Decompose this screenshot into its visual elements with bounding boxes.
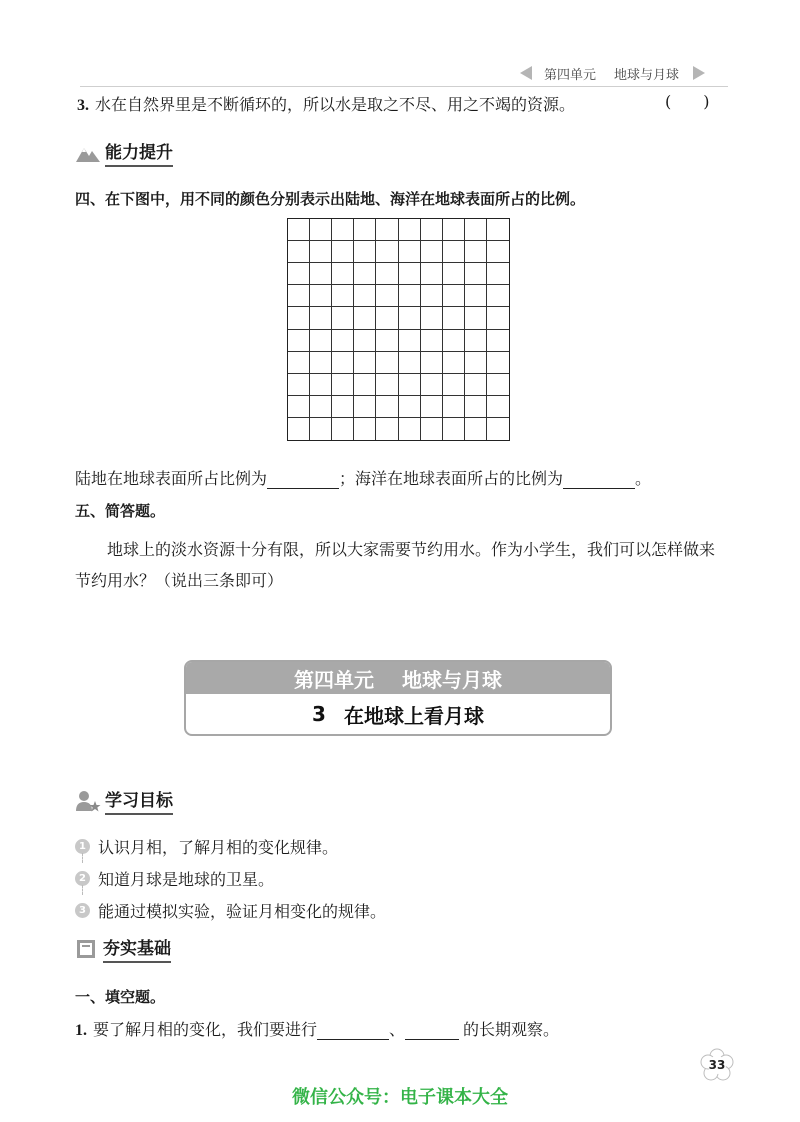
grid-cell[interactable] <box>354 374 376 396</box>
grid-cell[interactable] <box>399 352 421 374</box>
grid-cell[interactable] <box>443 241 465 263</box>
grid-cell[interactable] <box>332 307 354 329</box>
grid-cell[interactable] <box>332 285 354 307</box>
grid-cell[interactable] <box>465 263 487 285</box>
running-header <box>520 62 730 84</box>
grid-cell[interactable] <box>443 219 465 241</box>
grid-cell[interactable] <box>332 418 354 440</box>
grid-cell[interactable] <box>310 219 332 241</box>
grid-cell[interactable] <box>354 307 376 329</box>
grid-cell[interactable] <box>421 374 443 396</box>
grid-cell[interactable] <box>399 219 421 241</box>
question-4: 四、在下图中，用不同的颜色分别表示出陆地、海洋在地球表面所占的比例。 <box>75 190 586 208</box>
ocean-ratio-blank[interactable] <box>563 470 635 489</box>
goal-item <box>75 830 386 862</box>
grid-cell[interactable] <box>288 352 310 374</box>
grid-cell[interactable] <box>332 330 354 352</box>
header-rule <box>80 86 728 87</box>
grid-cell[interactable] <box>332 352 354 374</box>
grid-cell[interactable] <box>443 263 465 285</box>
grid-cell[interactable] <box>421 241 443 263</box>
header-unit: 第四单元 <box>544 67 597 83</box>
fill-q1-blank-2[interactable] <box>405 1021 459 1040</box>
grid-cell[interactable] <box>354 263 376 285</box>
goal-text: 知道月球是地球的卫星。 <box>98 869 275 889</box>
page-number <box>700 1048 734 1082</box>
grid-cell[interactable] <box>354 396 376 418</box>
goal-badge: 2 <box>75 871 90 886</box>
answer-parentheses[interactable] <box>665 92 714 111</box>
fill-q1-blank-1[interactable] <box>317 1021 389 1040</box>
goal-item <box>75 894 386 926</box>
notebook-icon <box>75 938 99 960</box>
goal-badge: 3 <box>75 903 90 918</box>
header-topic: 地球与月球 <box>614 67 680 83</box>
grid-cell[interactable] <box>487 263 509 285</box>
page-number-text: 33 <box>708 1058 726 1072</box>
grid-cell[interactable] <box>288 330 310 352</box>
grid-cell[interactable] <box>332 263 354 285</box>
grid-cell[interactable] <box>443 374 465 396</box>
ratio-land-label: 陆地在地球表面所占比例为 <box>75 469 268 488</box>
grid-cell[interactable] <box>376 374 398 396</box>
grid-cell[interactable] <box>332 374 354 396</box>
grid-cell[interactable] <box>487 307 509 329</box>
fill-blank-q1 <box>75 1017 559 1040</box>
grid-cell[interactable] <box>399 396 421 418</box>
header-left-triangle-icon <box>520 66 532 80</box>
grid-cell[interactable] <box>421 330 443 352</box>
section-goals <box>75 786 173 815</box>
grid-cell[interactable] <box>487 352 509 374</box>
grid-cell[interactable] <box>288 374 310 396</box>
mountain-icon <box>75 143 101 163</box>
grid-cell[interactable] <box>288 219 310 241</box>
grid-cell[interactable] <box>310 352 332 374</box>
header-right-triangle-icon <box>693 66 705 80</box>
fill-blank-title: 一、填空题。 <box>75 988 166 1006</box>
grid-cell[interactable] <box>487 418 509 440</box>
fill-q1-after: 的长期观察。 <box>463 1020 560 1039</box>
grid-cell[interactable] <box>310 396 332 418</box>
grid-cell[interactable] <box>310 418 332 440</box>
grid-cell[interactable] <box>310 241 332 263</box>
grid-cell[interactable] <box>487 330 509 352</box>
grid-cell[interactable] <box>332 219 354 241</box>
question-5-title: 五、简答题。 <box>75 502 166 520</box>
goal-badge: 1 <box>75 839 90 854</box>
grid-cell[interactable] <box>465 241 487 263</box>
question-3-text: 水在自然界里是不断循环的，所以水是取之不尽、用之不竭的资源。 <box>95 95 576 114</box>
grid-cell[interactable] <box>376 219 398 241</box>
grid-cell[interactable] <box>310 285 332 307</box>
grid-cell[interactable] <box>421 396 443 418</box>
grid-cell[interactable] <box>465 285 487 307</box>
coloring-grid[interactable] <box>287 218 510 441</box>
grid-cell[interactable] <box>421 263 443 285</box>
grid-cell[interactable] <box>465 219 487 241</box>
lesson-banner <box>184 660 612 736</box>
goal-list <box>75 830 386 926</box>
ratio-end: 。 <box>635 469 652 488</box>
grid-cell[interactable] <box>376 418 398 440</box>
grid-cell[interactable] <box>421 219 443 241</box>
ratio-line <box>75 466 651 489</box>
grid-cell[interactable] <box>399 285 421 307</box>
grid-cell[interactable] <box>399 374 421 396</box>
fill-q1-before: 要了解月相的变化，我们要进行 <box>93 1020 318 1039</box>
grid-cell[interactable] <box>310 263 332 285</box>
section-ability-title: 能力提升 <box>105 138 173 167</box>
question-3-number: 3. <box>77 97 89 114</box>
section-ability <box>75 138 173 167</box>
grid-cell[interactable] <box>354 330 376 352</box>
grid-cell[interactable] <box>354 219 376 241</box>
grid-cell[interactable] <box>354 418 376 440</box>
grid-cell[interactable] <box>399 307 421 329</box>
grid-cell[interactable] <box>310 330 332 352</box>
fill-q1-sep: 、 <box>389 1020 406 1039</box>
grid-cell[interactable] <box>288 307 310 329</box>
land-ratio-blank[interactable] <box>267 470 339 489</box>
grid-cell[interactable] <box>465 307 487 329</box>
lesson-title: 在地球上看月球 <box>343 703 484 728</box>
ratio-ocean-label: ；海洋在地球表面所占的比例为 <box>339 469 564 488</box>
grid-cell[interactable] <box>465 352 487 374</box>
grid-cell[interactable] <box>443 352 465 374</box>
lesson-number: 3 <box>312 702 326 726</box>
grid-cell[interactable] <box>354 241 376 263</box>
grid-cell[interactable] <box>399 330 421 352</box>
grid-cell[interactable] <box>288 285 310 307</box>
grid-cell[interactable] <box>487 374 509 396</box>
goal-text: 认识月相，了解月相的变化规律。 <box>98 837 339 857</box>
grid-cell[interactable] <box>376 263 398 285</box>
grid-cell[interactable] <box>376 285 398 307</box>
grid-cell[interactable] <box>421 352 443 374</box>
grid-cell[interactable] <box>399 241 421 263</box>
grid-cell[interactable] <box>465 418 487 440</box>
paren-close: ) <box>703 92 714 111</box>
question-5-paragraph: 地球上的淡水资源十分有限，所以大家需要节约用水。作为小学生，我们可以怎样做来节约用水？（说出三条即可） <box>75 540 716 590</box>
grid-cell[interactable] <box>354 285 376 307</box>
grid-cell[interactable] <box>487 285 509 307</box>
goal-item <box>75 862 386 894</box>
grid-cell[interactable] <box>443 330 465 352</box>
grid-cell[interactable] <box>443 307 465 329</box>
lesson-banner-unit-bar <box>186 662 610 694</box>
grid-cell[interactable] <box>443 396 465 418</box>
grid-cell[interactable] <box>376 241 398 263</box>
grid-cell[interactable] <box>288 241 310 263</box>
grid-cell[interactable] <box>354 352 376 374</box>
grid-cell[interactable] <box>310 374 332 396</box>
grid-cell[interactable] <box>310 307 332 329</box>
grid-cell[interactable] <box>288 418 310 440</box>
fill-q1-number: 1. <box>75 1022 87 1039</box>
grid-cell[interactable] <box>487 396 509 418</box>
grid-cell[interactable] <box>376 396 398 418</box>
grid-cell[interactable] <box>332 396 354 418</box>
lesson-banner-title-bar <box>186 694 610 734</box>
grid-cell[interactable] <box>399 263 421 285</box>
grid-cell[interactable] <box>376 307 398 329</box>
banner-topic: 地球与月球 <box>402 667 502 692</box>
grid-cell[interactable] <box>465 396 487 418</box>
grid-cell[interactable] <box>465 330 487 352</box>
goal-text: 能通过模拟实验，验证月相变化的规律。 <box>98 901 387 921</box>
grid-cell[interactable] <box>443 285 465 307</box>
grid-cell[interactable] <box>443 418 465 440</box>
grid-cell[interactable] <box>487 241 509 263</box>
grid-cell[interactable] <box>421 418 443 440</box>
watermark: 微信公众号：电子课本大全 <box>292 1087 508 1108</box>
banner-unit: 第四单元 <box>294 667 374 692</box>
grid-cell[interactable] <box>487 219 509 241</box>
section-basics <box>75 934 171 963</box>
grid-cell[interactable] <box>399 418 421 440</box>
grid-cell[interactable] <box>421 307 443 329</box>
section-basics-title: 夯实基础 <box>103 934 171 963</box>
grid-cell[interactable] <box>376 352 398 374</box>
grid-cell[interactable] <box>332 241 354 263</box>
grid-cell[interactable] <box>465 374 487 396</box>
grid-cell[interactable] <box>421 285 443 307</box>
grid-cell[interactable] <box>288 263 310 285</box>
section-goals-title: 学习目标 <box>105 786 173 815</box>
grid-cell[interactable] <box>376 330 398 352</box>
grid-cell[interactable] <box>288 396 310 418</box>
paren-open: ( <box>665 92 676 111</box>
learner-star-icon <box>75 790 101 812</box>
question-3 <box>77 92 575 115</box>
